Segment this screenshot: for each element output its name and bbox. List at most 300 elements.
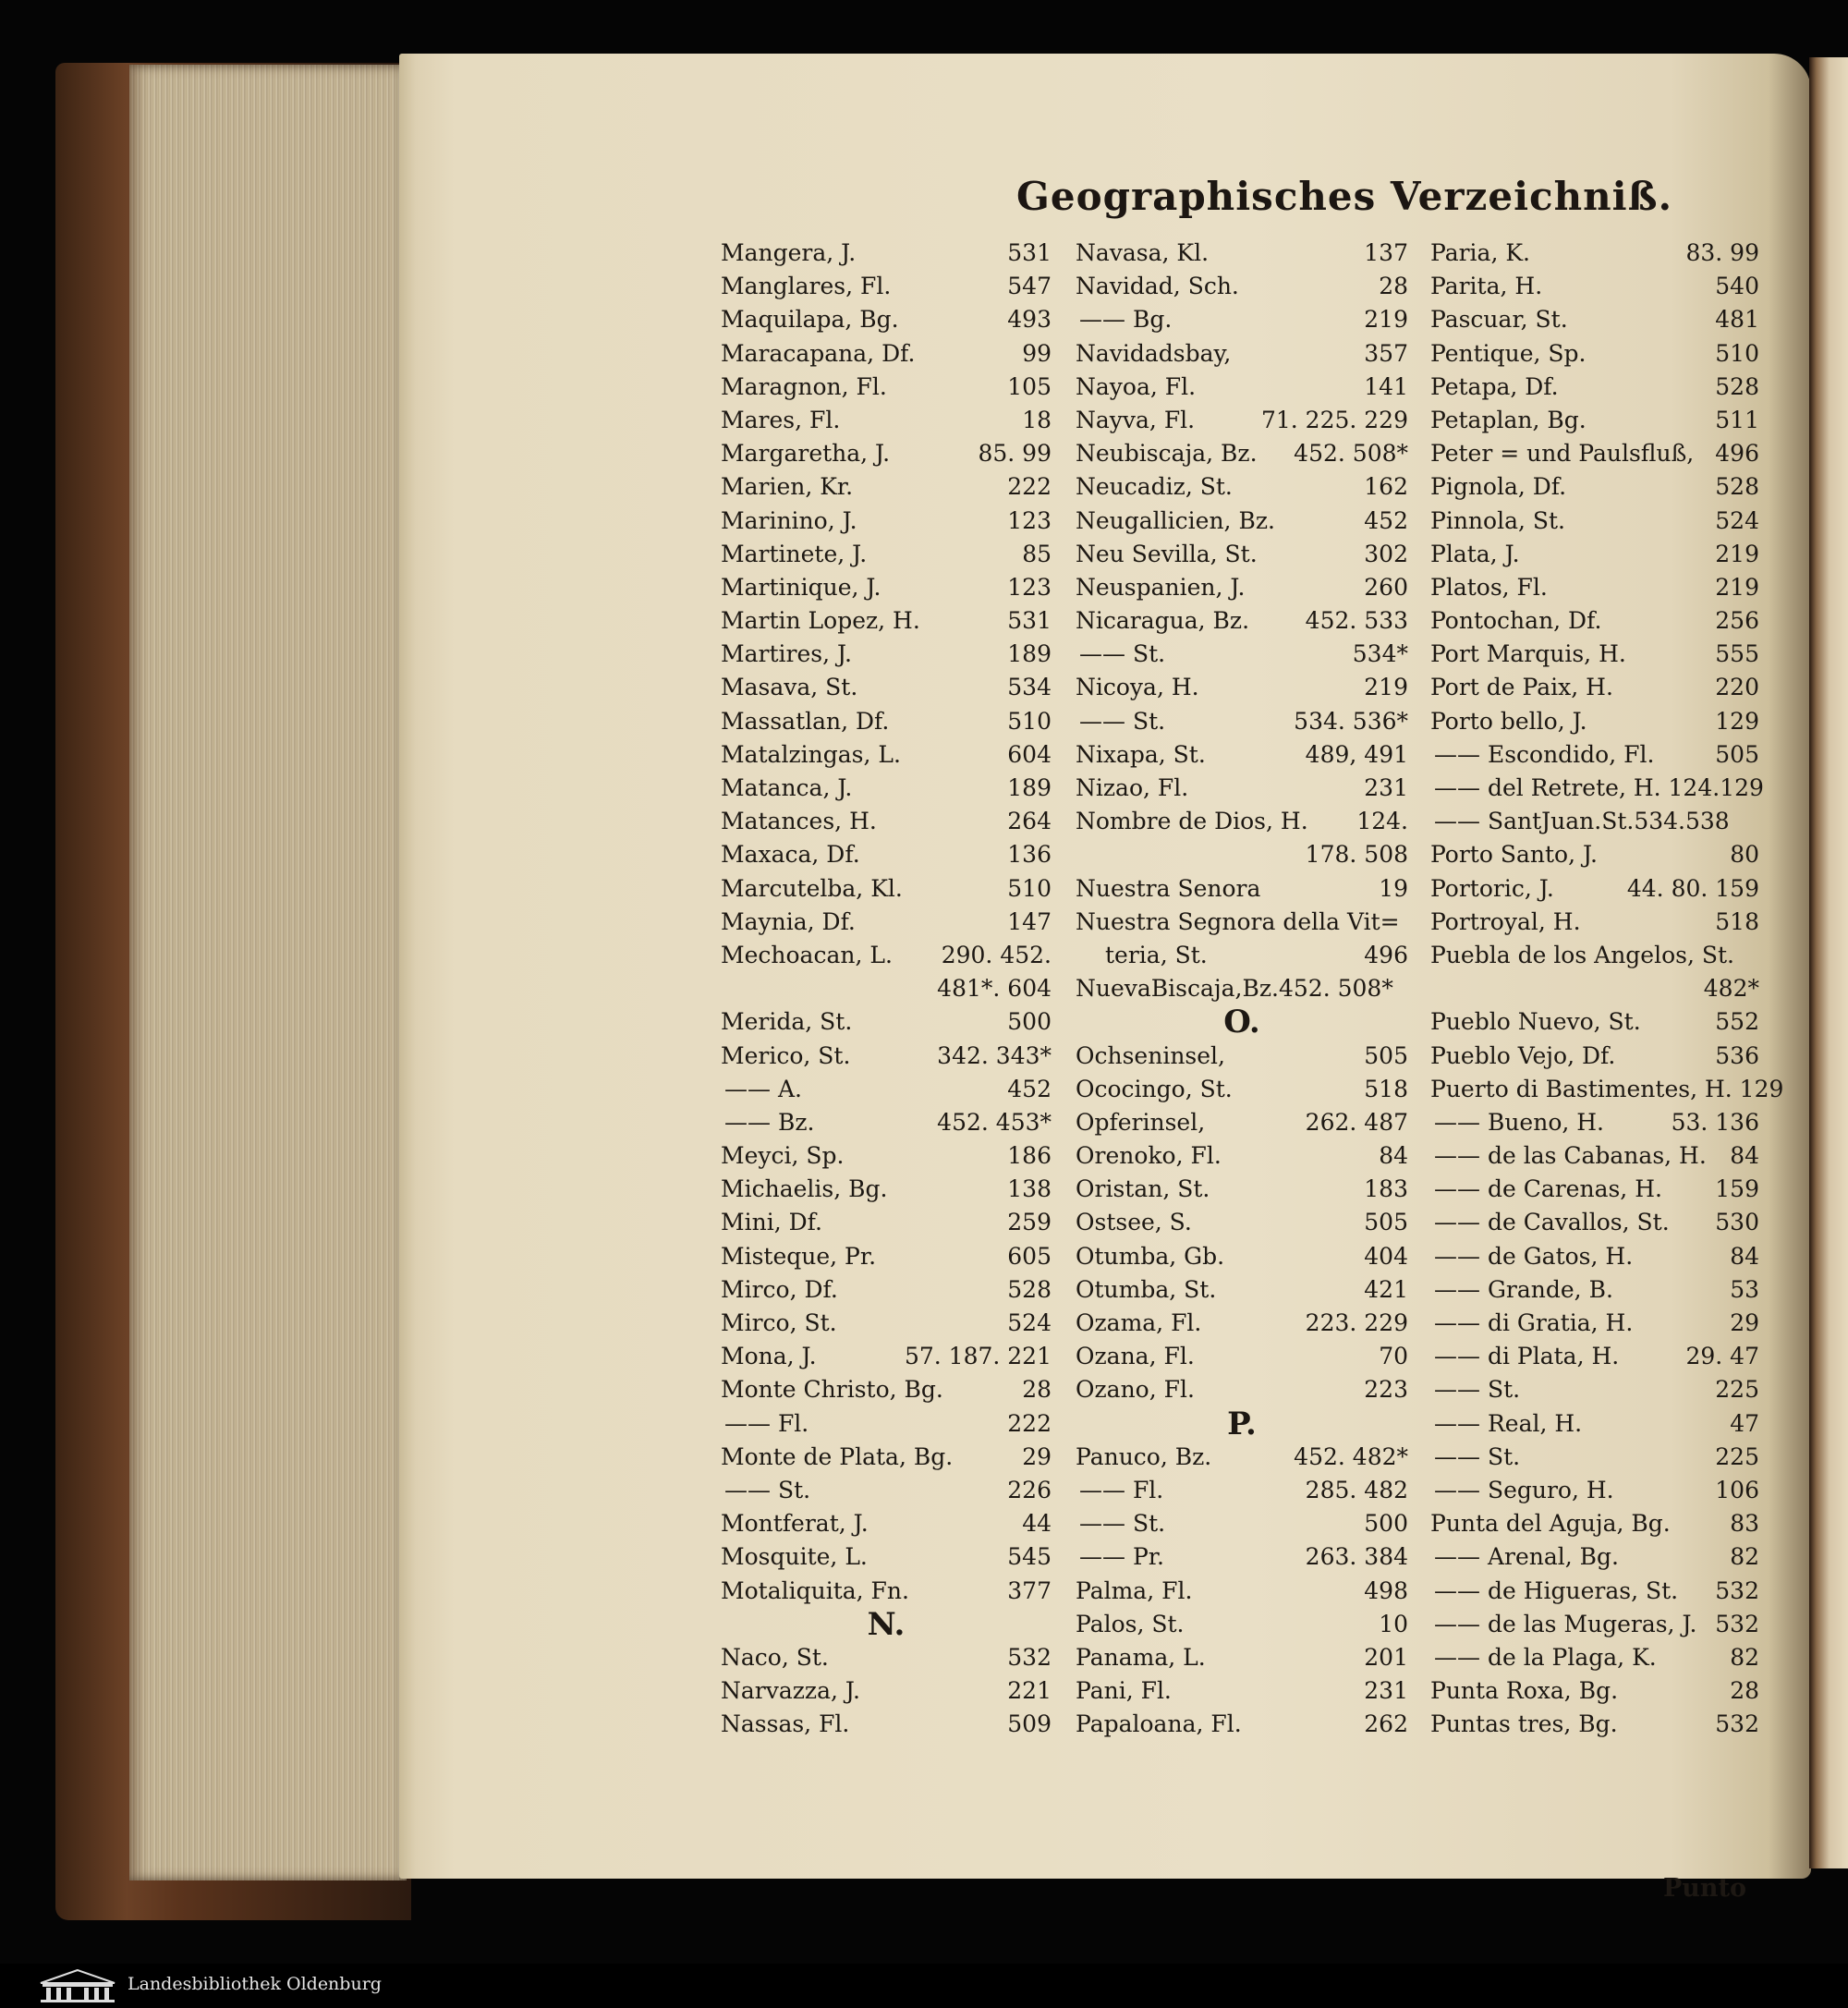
index-entry xyxy=(1430,538,1759,571)
index-entry xyxy=(1430,1641,1759,1674)
entry-name: —— Bueno, H. xyxy=(1434,1108,1605,1136)
entry-pages: 85 xyxy=(1022,540,1052,567)
entry-name: Opferinsel, xyxy=(1076,1108,1206,1136)
index-entry xyxy=(721,1206,1052,1239)
entry-name: —— St. xyxy=(724,1476,811,1503)
entry-pages: 57. 187. 221 xyxy=(904,1343,1052,1370)
entry-pages: 452. 508* xyxy=(1294,440,1408,468)
entry-name: Panuco, Bz. xyxy=(1076,1442,1212,1470)
index-entry xyxy=(1076,371,1408,404)
index-entry xyxy=(1430,972,1759,1005)
entry-name: —— de la Plaga, K. xyxy=(1434,1643,1657,1671)
index-entry xyxy=(1430,1575,1759,1608)
entry-name: Mares, Fl. xyxy=(721,406,841,433)
entry-name: —— Fl. xyxy=(724,1409,809,1437)
entry-name: Marinino, J. xyxy=(721,506,857,534)
entry-name: Pinnola, St. xyxy=(1430,506,1565,534)
entry-pages: 85. 99 xyxy=(978,440,1052,468)
index-entry xyxy=(1076,470,1408,504)
entry-pages: 496 xyxy=(1715,440,1759,468)
entry-pages: 524 xyxy=(1715,506,1759,534)
entry-name: Port Marquis, H. xyxy=(1430,640,1626,668)
index-entry xyxy=(1076,1441,1408,1474)
entry-name: O. xyxy=(1223,1004,1260,1041)
entry-name: —— Escondido, Fl. xyxy=(1434,740,1655,768)
entry-pages: 83 xyxy=(1730,1510,1759,1538)
entry-pages: 189 xyxy=(1007,774,1052,801)
entry-pages: 604 xyxy=(1007,740,1052,768)
entry-pages: 222 xyxy=(1007,473,1052,501)
entry-name: Meyci, Sp. xyxy=(721,1142,845,1170)
entry-name: Nombre de Dios, H. xyxy=(1076,808,1308,835)
index-entry xyxy=(1430,1273,1759,1307)
index-entry xyxy=(1430,638,1759,671)
entry-name: Monte Christo, Bg. xyxy=(721,1376,943,1404)
entry-pages: 44 xyxy=(1022,1510,1052,1538)
library-name: Landesbibliothek Oldenburg xyxy=(128,1974,382,1994)
entry-name: Maragnon, Fl. xyxy=(721,372,887,400)
entry-pages: 70 xyxy=(1379,1343,1408,1370)
index-entry xyxy=(1076,1608,1408,1641)
entry-pages: 71. 225. 229 xyxy=(1260,406,1408,433)
index-entry xyxy=(721,906,1052,939)
entry-name: Nayoa, Fl. xyxy=(1076,372,1197,400)
entry-name: Mangera, J. xyxy=(721,239,857,266)
entry-name: Mechoacan, L. xyxy=(721,941,893,968)
index-entry xyxy=(721,470,1052,504)
entry-pages: 53 xyxy=(1730,1275,1759,1303)
entry-name: P. xyxy=(1227,1405,1257,1442)
entry-pages: 178. 508 xyxy=(1305,841,1408,869)
index-entry xyxy=(1430,705,1759,738)
index-entry xyxy=(1076,1474,1408,1507)
index-entry xyxy=(721,505,1052,538)
entry-pages: 536 xyxy=(1715,1041,1759,1069)
entry-pages: 528 xyxy=(1715,473,1759,501)
entry-pages: 219 xyxy=(1715,540,1759,567)
index-entry xyxy=(1430,437,1759,470)
index-column-3 xyxy=(1430,237,1784,1741)
index-entry xyxy=(1076,1073,1408,1106)
index-entry xyxy=(1430,303,1759,336)
entry-name: —— Arenal, Bg. xyxy=(1434,1543,1619,1571)
entry-pages: 481*. 604 xyxy=(937,975,1052,1003)
index-entry xyxy=(1430,1674,1759,1708)
entry-name: Motaliquita, Fn. xyxy=(721,1576,909,1604)
entry-pages: 84 xyxy=(1379,1142,1408,1170)
index-entry xyxy=(721,1005,1052,1039)
entry-pages: 505 xyxy=(1715,740,1759,768)
index-entry xyxy=(1430,1474,1759,1507)
entry-pages: 82 xyxy=(1730,1543,1759,1571)
entry-pages: 223. 229 xyxy=(1305,1309,1408,1336)
entry-name: —— St. xyxy=(1079,707,1166,735)
entry-name: NuevaBiscaja,Bz.452. 508* xyxy=(1076,975,1393,1003)
entry-pages: 219 xyxy=(1364,674,1408,701)
index-entry xyxy=(721,1540,1052,1574)
entry-pages: 159 xyxy=(1715,1175,1759,1203)
entry-name: Narvazza, J. xyxy=(721,1677,860,1705)
index-entry xyxy=(1076,738,1408,772)
entry-name: Ostsee, S. xyxy=(1076,1209,1192,1236)
entry-name: —— di Gratia, H. xyxy=(1434,1309,1634,1336)
index-entry xyxy=(721,1240,1052,1273)
index-entry xyxy=(1076,1507,1408,1540)
index-entry xyxy=(1076,872,1408,906)
entry-name: —— Fl. xyxy=(1079,1476,1164,1503)
entry-pages: 220 xyxy=(1715,674,1759,701)
entry-pages: 28 xyxy=(1730,1677,1759,1705)
index-entry xyxy=(1076,1139,1408,1173)
index-entry xyxy=(721,1641,1052,1674)
index-entry xyxy=(1076,772,1408,805)
index-entry xyxy=(1430,1540,1759,1574)
entry-name: Papaloana, Fl. xyxy=(1076,1710,1242,1738)
index-entry xyxy=(1430,571,1759,604)
entry-pages: 524 xyxy=(1007,1309,1052,1336)
entry-name: —— Pr. xyxy=(1079,1543,1164,1571)
index-entry xyxy=(1430,1441,1759,1474)
index-entry xyxy=(1430,1139,1759,1173)
entry-pages: 357 xyxy=(1364,339,1408,367)
entry-pages: 404 xyxy=(1364,1242,1408,1270)
entry-pages: 285. 482 xyxy=(1305,1476,1408,1503)
index-entry xyxy=(1430,470,1759,504)
entry-name: Mosquite, L. xyxy=(721,1543,868,1571)
entry-pages: 129 xyxy=(1715,707,1759,735)
entry-pages: 29 xyxy=(1022,1442,1052,1470)
entry-pages: 302 xyxy=(1364,540,1408,567)
entry-pages: 511 xyxy=(1715,406,1759,433)
entry-name: Puntas tres, Bg. xyxy=(1430,1710,1618,1738)
entry-name: Portoric, J. xyxy=(1430,874,1554,902)
entry-pages: 105 xyxy=(1007,372,1052,400)
entry-pages: 260 xyxy=(1364,573,1408,601)
index-entry xyxy=(1430,805,1759,838)
page-edges xyxy=(129,65,407,1880)
entry-pages: 123 xyxy=(1007,506,1052,534)
entry-name: Manglares, Fl. xyxy=(721,273,892,300)
entry-pages: 10 xyxy=(1379,1610,1408,1637)
entry-pages: 138 xyxy=(1007,1175,1052,1203)
index-entry xyxy=(721,705,1052,738)
entry-name: Pentique, Sp. xyxy=(1430,339,1587,367)
entry-name: N. xyxy=(867,1605,906,1643)
entry-pages: 489, 491 xyxy=(1305,740,1408,768)
index-entry xyxy=(1076,437,1408,470)
entry-pages: 496 xyxy=(1364,941,1408,968)
entry-name: Margaretha, J. xyxy=(721,440,891,468)
entry-pages: 518 xyxy=(1364,1075,1408,1102)
entry-pages: 452. 482* xyxy=(1294,1442,1408,1470)
entry-pages: 510 xyxy=(1007,874,1052,902)
entry-pages: 545 xyxy=(1007,1543,1052,1571)
entry-name: Orenoko, Fl. xyxy=(1076,1142,1222,1170)
index-entry xyxy=(1430,1373,1759,1406)
section-letter xyxy=(1076,1407,1408,1441)
entry-name: Merico, St. xyxy=(721,1041,851,1069)
index-entry xyxy=(1430,738,1759,772)
entry-name: Matalzingas, L. xyxy=(721,740,901,768)
index-entry xyxy=(1430,1005,1759,1039)
index-entry xyxy=(721,638,1052,671)
entry-pages: 481 xyxy=(1715,306,1759,334)
index-entry xyxy=(721,1307,1052,1340)
entry-pages: 201 xyxy=(1364,1643,1408,1671)
index-entry xyxy=(721,1106,1052,1139)
index-entry xyxy=(1430,906,1759,939)
index-entry xyxy=(1076,939,1408,972)
entry-pages: 137 xyxy=(1364,239,1408,266)
entry-name: Nicoya, H. xyxy=(1076,674,1199,701)
index-entry xyxy=(1430,1608,1759,1641)
entry-pages: 498 xyxy=(1364,1576,1408,1604)
index-entry xyxy=(1430,939,1759,972)
entry-pages: 147 xyxy=(1007,907,1052,935)
entry-name: Nixapa, St. xyxy=(1076,740,1206,768)
index-entry xyxy=(721,1575,1052,1608)
entry-name: Mona, J. xyxy=(721,1343,817,1370)
entry-name: Punta del Aguja, Bg. xyxy=(1430,1510,1671,1538)
entry-pages: 518 xyxy=(1715,907,1759,935)
entry-name: Nayva, Fl. xyxy=(1076,406,1196,433)
entry-pages: 342. 343* xyxy=(937,1041,1052,1069)
entry-name: Martin Lopez, H. xyxy=(721,607,920,635)
entry-name: —— St. xyxy=(1434,1376,1521,1404)
catchword: Punto xyxy=(1663,1874,1747,1903)
entry-pages: 528 xyxy=(1715,372,1759,400)
index-entry xyxy=(1076,1173,1408,1206)
entry-name: Massatlan, Df. xyxy=(721,707,890,735)
entry-pages: 552 xyxy=(1715,1008,1759,1036)
entry-pages: 510 xyxy=(1715,339,1759,367)
entry-name: —— SantJuan.St.534.538 xyxy=(1434,808,1730,835)
entry-name: Navidad, Sch. xyxy=(1076,273,1239,300)
entry-name: —— de Higueras, St. xyxy=(1434,1576,1679,1604)
index-entry xyxy=(721,1173,1052,1206)
entry-name: Otumba, Gb. xyxy=(1076,1242,1225,1270)
entry-name: Porto Santo, J. xyxy=(1430,841,1599,869)
entry-name: Parita, H. xyxy=(1430,273,1543,300)
entry-pages: 225 xyxy=(1715,1376,1759,1404)
index-entry xyxy=(1076,1040,1408,1073)
entry-pages: 264 xyxy=(1007,808,1052,835)
index-entry xyxy=(1430,337,1759,371)
entry-name: Naco, St. xyxy=(721,1643,829,1671)
index-entry xyxy=(721,1474,1052,1507)
index-entry xyxy=(1076,538,1408,571)
entry-pages: 263. 384 xyxy=(1305,1543,1408,1571)
entry-name: Ochseninsel, xyxy=(1076,1041,1225,1069)
entry-name: Pueblo Vejo, Df. xyxy=(1430,1041,1616,1069)
entry-pages: 44. 80. 159 xyxy=(1626,874,1759,902)
entry-pages: 259 xyxy=(1007,1209,1052,1236)
entry-pages: 28 xyxy=(1022,1376,1052,1404)
entry-name: Mirco, Df. xyxy=(721,1275,838,1303)
entry-name: Marien, Kr. xyxy=(721,473,854,501)
entry-name: —— St. xyxy=(1079,1510,1166,1538)
entry-pages: 141 xyxy=(1364,372,1408,400)
entry-name: Pani, Fl. xyxy=(1076,1677,1172,1705)
entry-name: Neu Sevilla, St. xyxy=(1076,540,1258,567)
entry-pages: 547 xyxy=(1007,273,1052,300)
index-entry xyxy=(1430,1206,1759,1239)
index-entry xyxy=(721,237,1052,270)
entry-name: Pueblo Nuevo, St. xyxy=(1430,1008,1641,1036)
entry-pages: 83. 99 xyxy=(1685,239,1759,266)
entry-pages: 482* xyxy=(1703,975,1759,1003)
index-entry xyxy=(721,972,1052,1005)
entry-name: Puebla de los Angelos, St. xyxy=(1430,941,1734,968)
entry-pages: 534. 536* xyxy=(1294,707,1408,735)
entry-pages: 505 xyxy=(1364,1209,1408,1236)
index-entry xyxy=(721,939,1052,972)
index-entry xyxy=(721,772,1052,805)
index-entry xyxy=(1430,1340,1759,1373)
entry-name: Marcutelba, Kl. xyxy=(721,874,903,902)
entry-pages: 19 xyxy=(1379,874,1408,902)
entry-name: Martinique, J. xyxy=(721,573,881,601)
index-entry xyxy=(721,838,1052,871)
index-entry xyxy=(721,1373,1052,1406)
page-title: Geographisches Verzeichniß. xyxy=(1016,174,1673,219)
section-letter xyxy=(1076,1005,1408,1039)
entry-name: —— de Cavallos, St. xyxy=(1434,1209,1670,1236)
index-entry xyxy=(1076,1575,1408,1608)
entry-pages: 532 xyxy=(1715,1610,1759,1637)
entry-name: Nicaragua, Bz. xyxy=(1076,607,1250,635)
entry-name: Plata, J. xyxy=(1430,540,1520,567)
index-entry xyxy=(721,437,1052,470)
entry-name: Martires, J. xyxy=(721,640,852,668)
entry-name: Oristan, St. xyxy=(1076,1175,1210,1203)
entry-pages: 106 xyxy=(1715,1476,1759,1503)
index-column-1 xyxy=(721,237,1052,1741)
entry-pages: 510 xyxy=(1007,707,1052,735)
entry-pages: 162 xyxy=(1364,473,1408,501)
entry-pages: 82 xyxy=(1730,1643,1759,1671)
index-entry xyxy=(1430,505,1759,538)
index-entry xyxy=(1076,906,1408,939)
entry-pages: 256 xyxy=(1715,607,1759,635)
entry-name: Petaplan, Bg. xyxy=(1430,406,1587,433)
index-entry xyxy=(721,371,1052,404)
entry-name: Ozana, Fl. xyxy=(1076,1343,1195,1370)
entry-pages: 262. 487 xyxy=(1305,1108,1408,1136)
entry-name: Neuspanien, J. xyxy=(1076,573,1246,601)
section-letter xyxy=(721,1605,1052,1643)
entry-pages: 534 xyxy=(1007,674,1052,701)
entry-pages: 84 xyxy=(1730,1242,1759,1270)
index-entry xyxy=(1430,371,1759,404)
entry-name: —— de las Mugeras, J. xyxy=(1434,1610,1697,1637)
entry-pages: 99 xyxy=(1022,339,1052,367)
entry-pages: 505 xyxy=(1364,1041,1408,1069)
entry-name: —— Bg. xyxy=(1079,306,1173,334)
index-entry xyxy=(1076,671,1408,704)
entry-name: Puerto di Bastimentes, H. 129 xyxy=(1430,1075,1784,1102)
entry-name: Petapa, Df. xyxy=(1430,372,1559,400)
entry-name: Portroyal, H. xyxy=(1430,907,1581,935)
entry-name: Montferat, J. xyxy=(721,1510,869,1538)
index-entry xyxy=(721,270,1052,303)
entry-name: Neubiscaja, Bz. xyxy=(1076,440,1258,468)
entry-pages: 80 xyxy=(1730,841,1759,869)
entry-pages: 53. 136 xyxy=(1671,1108,1759,1136)
entry-name: Panama, L. xyxy=(1076,1643,1206,1671)
index-entry xyxy=(1076,604,1408,638)
index-entry xyxy=(721,404,1052,437)
index-entry xyxy=(1430,1507,1759,1540)
entry-name: Martinete, J. xyxy=(721,540,868,567)
index-entry xyxy=(721,1674,1052,1708)
entry-pages: 531 xyxy=(1007,239,1052,266)
entry-name: Ococingo, St. xyxy=(1076,1075,1233,1102)
entry-pages: 555 xyxy=(1715,640,1759,668)
index-entry xyxy=(1076,805,1408,838)
entry-name: Pignola, Df. xyxy=(1430,473,1567,501)
entry-pages: 532 xyxy=(1007,1643,1052,1671)
index-entry xyxy=(721,805,1052,838)
entry-name: Porto bello, J. xyxy=(1430,707,1587,735)
index-entry xyxy=(1076,571,1408,604)
entry-pages: 528 xyxy=(1007,1275,1052,1303)
entry-pages: 84 xyxy=(1730,1142,1759,1170)
entry-pages: 225 xyxy=(1715,1442,1759,1470)
entry-pages: 226 xyxy=(1007,1476,1052,1503)
index-entry xyxy=(1076,270,1408,303)
entry-pages: 532 xyxy=(1715,1576,1759,1604)
entry-pages: 452 xyxy=(1007,1075,1052,1102)
entry-pages: 189 xyxy=(1007,640,1052,668)
entry-pages: 219 xyxy=(1715,573,1759,601)
index-entry xyxy=(1430,1173,1759,1206)
library-logo-icon xyxy=(37,1968,118,2003)
entry-name: —— di Plata, H. xyxy=(1434,1343,1620,1370)
entry-pages: 219 xyxy=(1364,306,1408,334)
entry-name: Maxaca, Df. xyxy=(721,841,860,869)
entry-name: Michaelis, Bg. xyxy=(721,1175,888,1203)
entry-name: Merida, St. xyxy=(721,1008,853,1036)
index-entry xyxy=(1076,1540,1408,1574)
index-column-2 xyxy=(1076,237,1408,1741)
entry-pages: 540 xyxy=(1715,273,1759,300)
entry-pages: 290. 452. xyxy=(941,941,1052,968)
entry-pages: 262 xyxy=(1364,1710,1408,1738)
index-entry xyxy=(1430,772,1764,805)
entry-name: Mirco, St. xyxy=(721,1309,837,1336)
entry-name: Navidadsbay, xyxy=(1076,339,1232,367)
index-entry xyxy=(1430,671,1759,704)
index-entry xyxy=(721,1139,1052,1173)
index-entry xyxy=(1076,505,1408,538)
entry-name: Nuestra Segnora della Vit= xyxy=(1076,907,1400,935)
index-entry xyxy=(721,1040,1052,1073)
entry-name: Mini, Df. xyxy=(721,1209,822,1236)
index-entry xyxy=(1076,1340,1408,1373)
index-entry xyxy=(1430,270,1759,303)
index-entry xyxy=(1430,1240,1759,1273)
index-entry xyxy=(721,1441,1052,1474)
entry-name: —— Seguro, H. xyxy=(1434,1476,1614,1503)
entry-name: Port de Paix, H. xyxy=(1430,674,1613,701)
entry-pages: 509 xyxy=(1007,1710,1052,1738)
index-entry xyxy=(721,1340,1052,1373)
index-entry xyxy=(1076,1307,1408,1340)
entry-name: Neugallicien, Bz. xyxy=(1076,506,1275,534)
index-entry xyxy=(721,604,1052,638)
entry-name: Palos, St. xyxy=(1076,1610,1185,1637)
